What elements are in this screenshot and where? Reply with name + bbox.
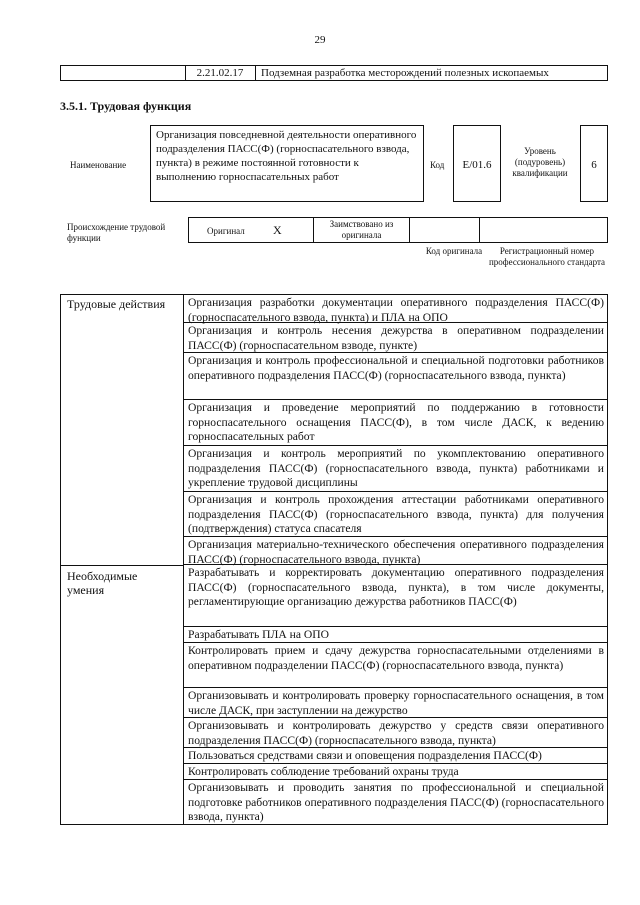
level-label: Уровень (подуровень) квалификации <box>512 146 568 178</box>
original-code-cell <box>410 218 480 242</box>
labor-action-item: Организация и контроль мероприятий по укомплектованию оперативного подразделения ПАСС(Ф) (горноспасательного взвода, пункта) работниками и укрепление трудовой дисциплины <box>184 446 607 492</box>
name-label: Наименование <box>70 160 127 170</box>
skill-item: Контролировать соблюдение требований охраны труда <box>184 764 607 780</box>
code-label: Код <box>430 160 445 170</box>
labor-action-item: Организация и контроль профессиональной и специальной подготовки работников оперативного подразделения ПАСС(Ф) (горноспасательного взвода, пункта) <box>184 353 607 400</box>
reg-number-label: Регистрационный номер профессионального стандарта <box>488 246 606 267</box>
labor-action-item: Организация и контроль несения дежурства в оперативном подразделении ПАСС(Ф) (горноспасательном взводе, пункте) <box>184 323 607 353</box>
labor-action-item: Организация материально-технического обеспечения оперативного подразделения ПАСС(Ф) (горноспасательного взвода, пункта) <box>184 537 607 565</box>
reg-number-cell <box>480 218 609 242</box>
specialty-title: Подземная разработка месторождений полезных ископаемых <box>261 67 549 79</box>
code-value: E/01.6 <box>453 125 501 202</box>
skill-item: Пользоваться средствами связи и оповещения подразделения ПАСС(Ф) <box>184 748 607 764</box>
origin-original-cell <box>189 218 314 242</box>
labor-action-item: Организация и контроль прохождения аттестации работниками оперативного подразделения ПАСС(Ф) (горноспасательного взвода, пункта) для получения (подтверждения) статуса спасателя <box>184 492 607 537</box>
function-table <box>60 294 608 825</box>
skill-item: Разрабатывать и корректировать документацию оперативного подразделения ПАСС(Ф) (горноспасательного взвода, пункта), в том числе документы, регламентирующие организацию дежурства работников ПАСС(Ф) <box>184 565 607 627</box>
section-divider <box>61 565 183 566</box>
original-mark: X <box>273 223 282 237</box>
page-number: 29 <box>314 34 326 46</box>
code-table <box>60 65 608 81</box>
skill-item: Организовывать и контролировать дежурство у средств связи оперативного подразделения ПАСС(Ф) (горноспасательного взвода, пункта) <box>184 718 607 748</box>
origin-table <box>188 217 608 243</box>
code-table-empty-cell <box>61 66 186 80</box>
skill-item: Организовывать и проводить занятия по профессиональной и специальной подготовке работников оперативного подразделения ПАСС(Ф) (горноспасательного взвода, пункта) <box>188 781 604 823</box>
origin-label: Происхождение трудовой функции <box>67 222 166 243</box>
original-label: Оригинал <box>207 226 245 236</box>
skill-item: Разрабатывать ПЛА на ОПО <box>184 627 607 643</box>
labor-action-item: Организация и проведение мероприятий по поддержанию в готовности горноспасательного оснащения ПАСС(Ф), в том числе ДАСК, к ведению горноспасательных работ <box>184 400 607 446</box>
required-skills-title: Необходимые умения <box>67 569 138 597</box>
specialty-code: 2.21.02.17 <box>185 66 256 80</box>
skill-item: Организовывать и контролировать проверку горноспасательного оснащения, в том числе ДАСК, при заступлении на дежурство <box>184 688 607 718</box>
labor-actions-title: Трудовые действия <box>67 297 166 311</box>
section-heading: 3.5.1. Трудовая функция <box>60 99 192 113</box>
skill-item: Контролировать прием и сдачу дежурства горноспасательными отделениями в оперативном подразделении ПАСС(Ф) (горноспасательного взвода, пункта) <box>184 643 607 688</box>
code-original-label: Код оригинала <box>425 246 483 256</box>
function-name: Организация повседневной деятельности оперативного подразделения ПАСС(Ф) (горноспасательного взвода, пункта) в режиме постоянной готовности к выполнению горноспасательных работ <box>150 125 424 202</box>
borrowed-label: Заимствовано из оригинала <box>314 218 410 242</box>
labor-action-item: Организация разработки документации оперативного подразделения ПАСС(Ф) (горноспасательного взвода, пункта) и ПЛА на ОПО <box>184 295 607 323</box>
level-value: 6 <box>580 125 608 202</box>
